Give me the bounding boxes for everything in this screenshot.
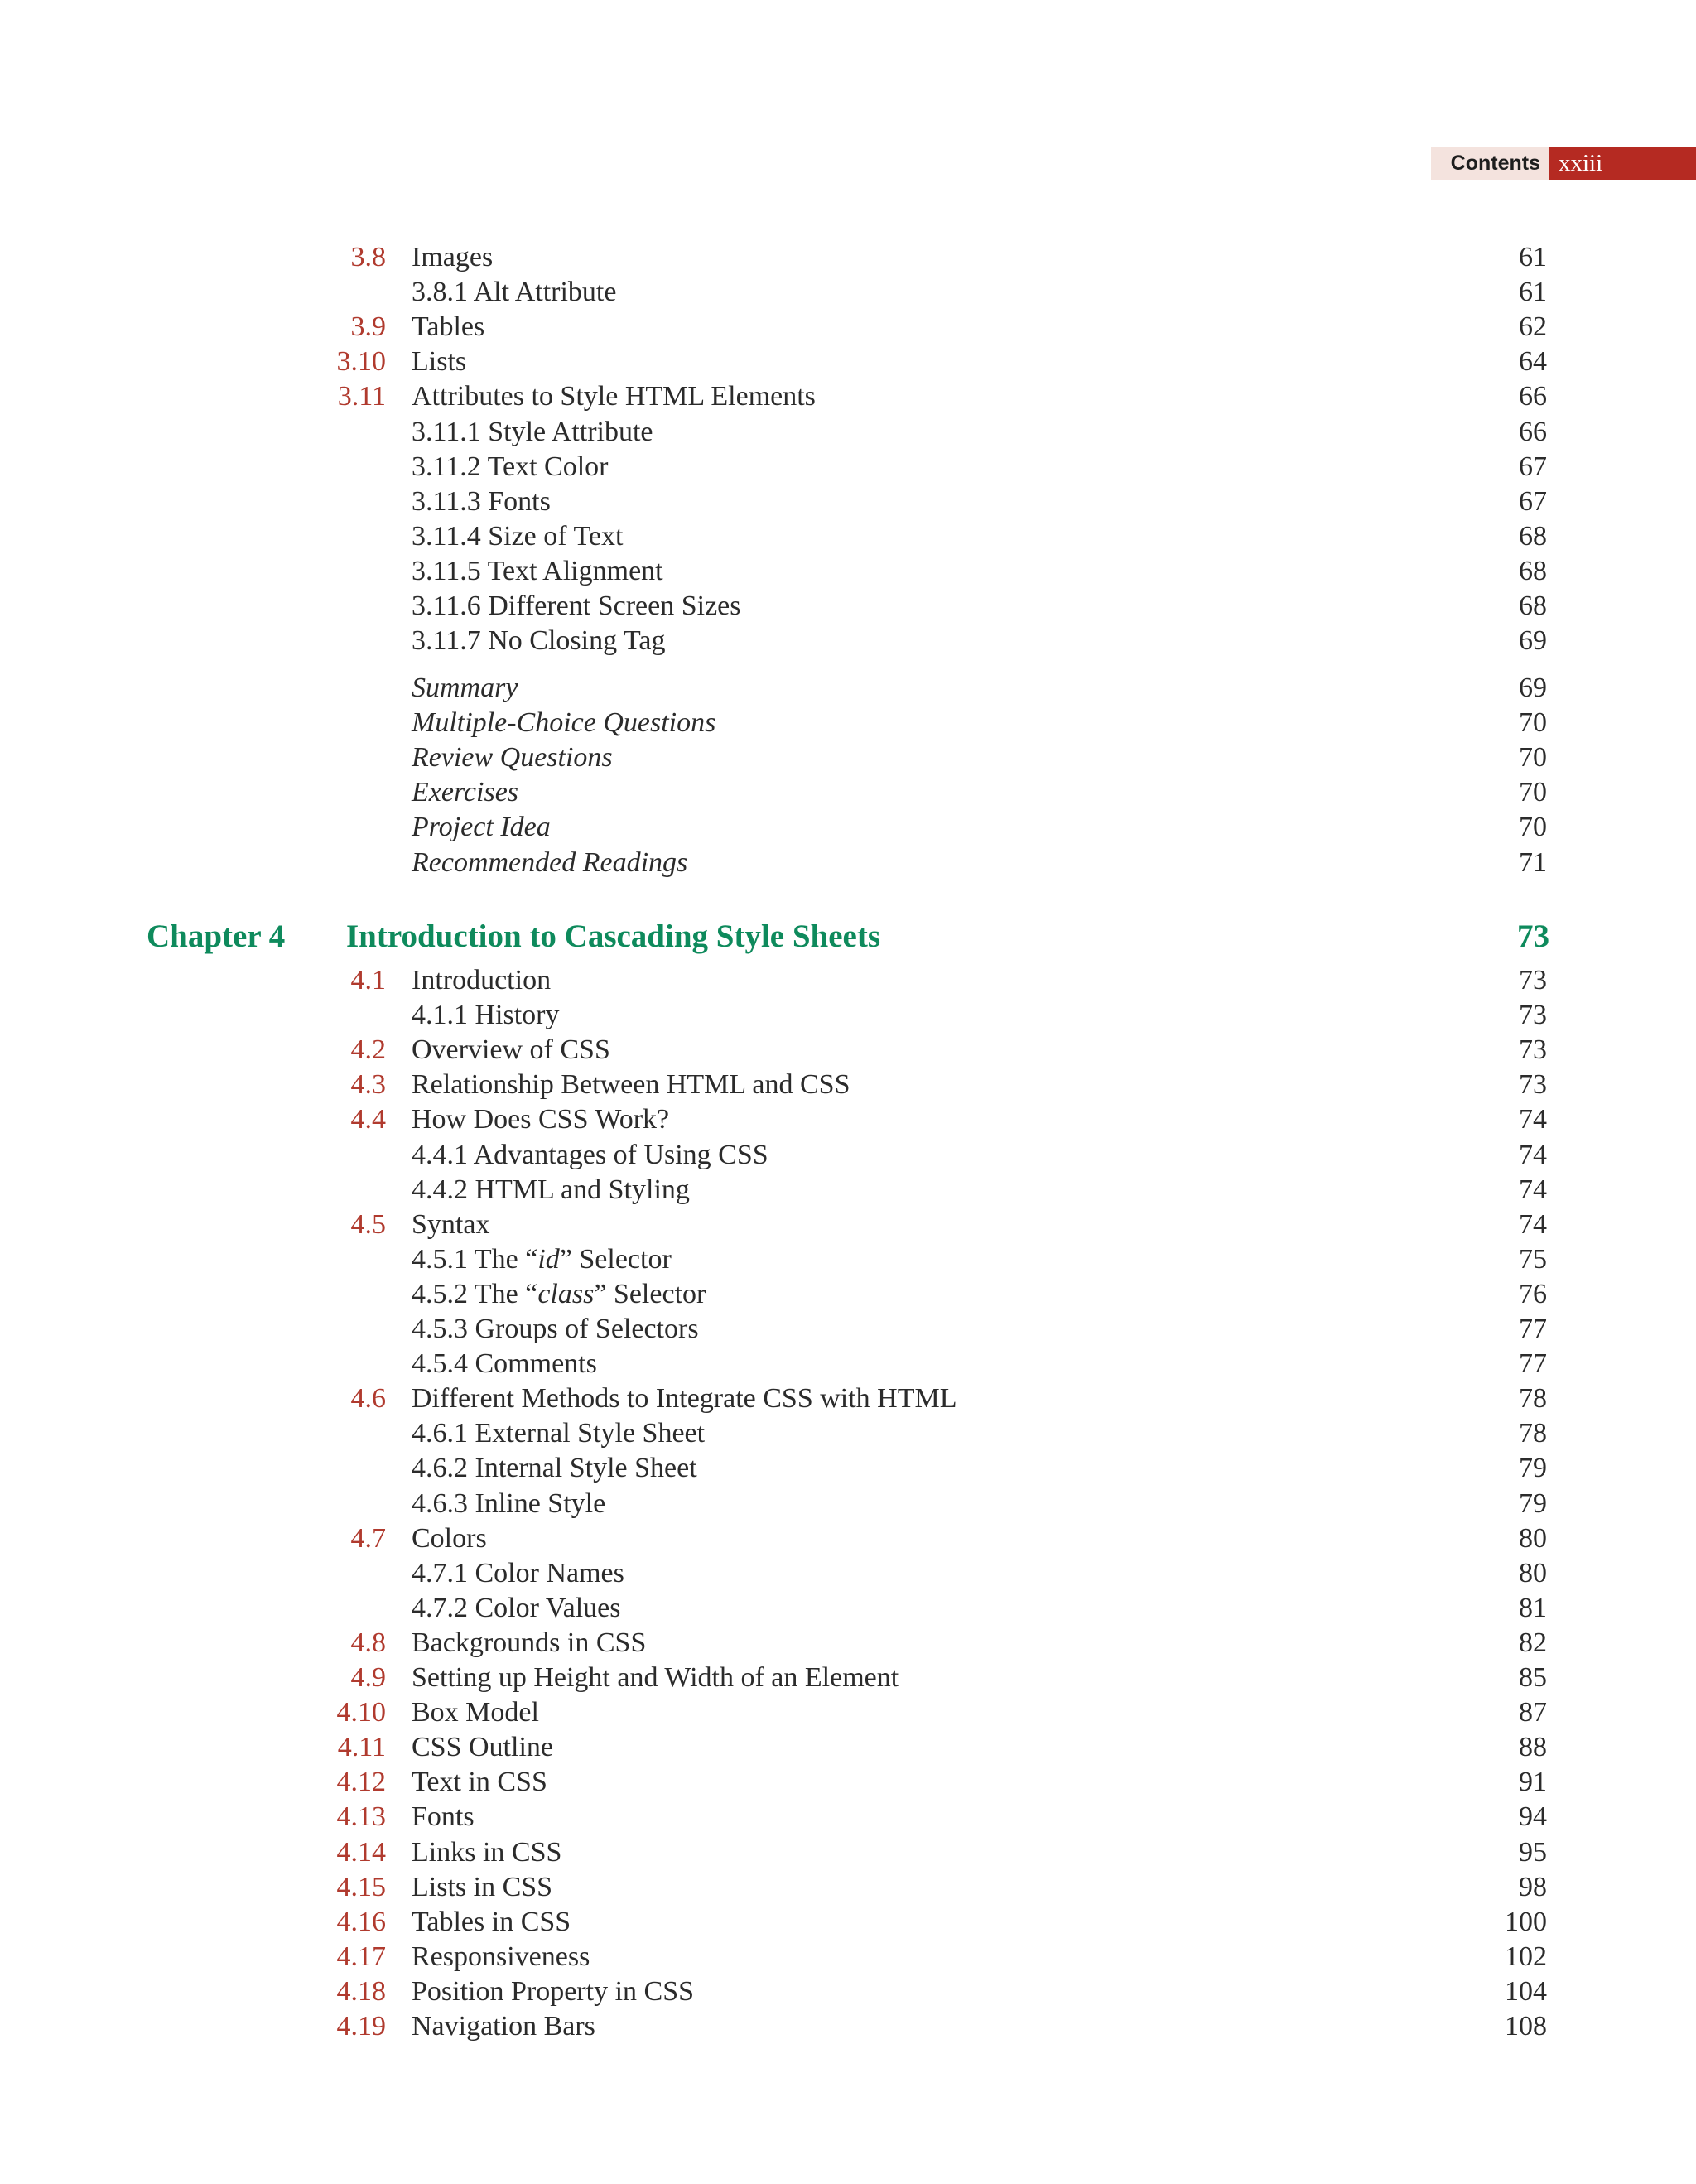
- toc-entry-number: 4.11: [337, 1732, 386, 1763]
- toc-entry-page: 82: [1519, 1627, 1547, 1658]
- toc-entry-page: 74: [1519, 1208, 1547, 1240]
- toc-entry-page: 104: [1505, 1975, 1547, 2007]
- toc-entry-title: How Does CSS Work?: [412, 1104, 670, 1135]
- toc-entry-title: 4.6.3 Inline Style: [412, 1487, 606, 1519]
- toc-entry-title: Images: [412, 242, 494, 272]
- toc-entry-page: 73: [1519, 1000, 1547, 1031]
- toc-entry[interactable]: [0, 740, 1696, 775]
- toc-entry-page: 68: [1519, 591, 1547, 621]
- toc-entry-title: 3.11.4 Size of Text: [412, 520, 624, 552]
- toc-entry-number: 4.1: [350, 965, 386, 996]
- toc-entry-title: 4.6.2 Internal Style Sheet: [412, 1453, 697, 1484]
- toc-entry-number: 4.15: [336, 1871, 386, 1902]
- toc-entry[interactable]: [0, 963, 1696, 998]
- toc-entry-number: 4.9: [350, 1662, 386, 1693]
- toc-entry-page: 61: [1519, 277, 1547, 308]
- toc-entry[interactable]: [0, 275, 1696, 310]
- toc-entry-page: 73: [1519, 1034, 1547, 1066]
- toc-entry[interactable]: [0, 1102, 1696, 1137]
- toc-entry[interactable]: [0, 1033, 1696, 1068]
- toc-entry-number: 3.10: [336, 346, 386, 378]
- toc-entry[interactable]: [0, 589, 1696, 624]
- toc-entry[interactable]: [0, 450, 1696, 485]
- toc-entry[interactable]: [0, 1765, 1696, 1800]
- toc-entry-title: [412, 1277, 706, 1312]
- toc-entry-title: Summary: [412, 673, 518, 703]
- toc-entry[interactable]: [0, 1800, 1696, 1834]
- toc-entry-title: 3.11.3 Fonts: [412, 485, 551, 517]
- toc-entry-title: 4.1.1 History: [412, 1000, 560, 1031]
- toc-entry-title: Colors: [412, 1522, 487, 1554]
- toc-entry-page: 95: [1519, 1836, 1547, 1868]
- toc-entry-title: 3.11.5 Text Alignment: [412, 555, 663, 586]
- toc-entry[interactable]: [0, 519, 1696, 554]
- toc-entry[interactable]: [0, 554, 1696, 589]
- toc-entry[interactable]: [0, 2009, 1696, 2044]
- toc-entry-title: Lists in CSS: [412, 1871, 553, 1902]
- toc-entry-title: Recommended Readings: [412, 846, 688, 878]
- toc-entry-number: 4.3: [350, 1069, 386, 1101]
- toc-entry[interactable]: [0, 706, 1696, 740]
- toc-entry-page: 68: [1519, 555, 1547, 586]
- toc-entry[interactable]: [0, 1556, 1696, 1591]
- toc-entry-page: 78: [1519, 1418, 1547, 1449]
- toc-entry-page: 79: [1519, 1487, 1547, 1519]
- toc-entry-page: 74: [1519, 1139, 1547, 1170]
- toc-entry-title: Introduction: [412, 965, 552, 996]
- toc-entry[interactable]: [0, 1277, 1696, 1312]
- toc-entry-page: 77: [1519, 1314, 1547, 1344]
- toc-entry-page: 69: [1519, 625, 1547, 657]
- toc-entry-title: Relationship Between HTML and CSS: [412, 1069, 850, 1101]
- toc-entry-number: 4.7: [350, 1522, 386, 1554]
- toc-entry-number: 4.6: [350, 1383, 386, 1415]
- toc-entry-title: Navigation Bars: [412, 2011, 595, 2042]
- toc-entry-page: 73: [1519, 1069, 1547, 1101]
- toc-entry-number: 4.10: [336, 1697, 386, 1728]
- toc-entry-title: [412, 1242, 672, 1277]
- chapter-heading[interactable]: [0, 917, 1696, 957]
- toc-entry-number: 4.14: [336, 1836, 386, 1868]
- toc-entry-number: 4.19: [336, 2011, 386, 2042]
- chapter-label: Chapter 4: [147, 918, 286, 954]
- toc-entry[interactable]: [0, 1451, 1696, 1486]
- toc-entry-page: 102: [1505, 1941, 1547, 1972]
- toc-entry-page: 70: [1519, 707, 1547, 739]
- toc-entry[interactable]: [0, 1835, 1696, 1870]
- toc-entry-title: Project Idea: [412, 812, 551, 843]
- toc-entry-title: Links in CSS: [412, 1836, 562, 1868]
- toc-entry-page: 79: [1519, 1453, 1547, 1484]
- toc-entry-number: 4.17: [336, 1941, 386, 1972]
- toc-entry[interactable]: [0, 1940, 1696, 1974]
- toc-entry-title: Position Property in CSS: [412, 1975, 695, 2007]
- toc-entry-title: Responsiveness: [412, 1941, 590, 1972]
- toc-entry[interactable]: [0, 1347, 1696, 1381]
- toc-entry-number: 4.13: [336, 1801, 386, 1833]
- toc-entry[interactable]: [0, 1974, 1696, 2009]
- toc-entry-number: 4.4: [350, 1104, 386, 1135]
- toc-entry-title-emphasis: id: [537, 1243, 560, 1275]
- toc-entry[interactable]: [0, 1312, 1696, 1347]
- toc-entry-page: 69: [1519, 673, 1547, 703]
- toc-entry[interactable]: [0, 671, 1696, 706]
- toc-entry[interactable]: [0, 240, 1696, 275]
- toc-entry[interactable]: [0, 1661, 1696, 1695]
- toc-entry-title: 4.7.2 Color Values: [412, 1592, 621, 1623]
- toc-entry-title: Lists: [412, 346, 467, 378]
- toc-entry[interactable]: [0, 846, 1696, 880]
- running-header-page-number: xxiii: [1549, 147, 1696, 180]
- toc-entry-number: 3.8: [350, 242, 386, 272]
- toc-entry-page: 87: [1519, 1697, 1547, 1728]
- running-header: [1431, 147, 1696, 180]
- toc-entry-title: Tables: [412, 311, 485, 343]
- toc-entry-page: 94: [1519, 1801, 1547, 1833]
- toc-entry-title: 4.5.4 Comments: [412, 1348, 597, 1380]
- toc-entry-title: Different Methods to Integrate CSS with HTML: [412, 1383, 957, 1415]
- toc-entry[interactable]: [0, 1381, 1696, 1416]
- toc-entry-title: CSS Outline: [412, 1732, 553, 1763]
- toc-entry-title: Setting up Height and Width of an Element: [412, 1662, 899, 1693]
- toc-entry-title-tail: ” Selector: [594, 1278, 706, 1309]
- toc-entry[interactable]: [0, 1521, 1696, 1556]
- toc-entry-title: 3.11.6 Different Screen Sizes: [412, 591, 741, 621]
- toc-entry-page: 98: [1519, 1871, 1547, 1902]
- toc-entry[interactable]: [0, 345, 1696, 379]
- toc-entry-title: 4.4.2 HTML and Styling: [412, 1174, 690, 1205]
- toc-entry-title: 3.11.7 No Closing Tag: [412, 625, 666, 657]
- toc-entry-page: 77: [1519, 1348, 1547, 1380]
- toc-entry[interactable]: [0, 1068, 1696, 1102]
- toc-entry[interactable]: [0, 1870, 1696, 1905]
- toc-entry-page: 80: [1519, 1522, 1547, 1554]
- toc-entry-page: 73: [1519, 965, 1547, 996]
- toc-entry-page: 62: [1519, 311, 1547, 343]
- toc-entry-page: 66: [1519, 416, 1547, 447]
- toc-entry[interactable]: [0, 775, 1696, 810]
- toc-entry-page: 74: [1519, 1174, 1547, 1205]
- toc-entry-page: 108: [1505, 2011, 1547, 2042]
- toc-entry[interactable]: [0, 1487, 1696, 1521]
- toc-entry-page: 70: [1519, 777, 1547, 808]
- toc-entry[interactable]: [0, 624, 1696, 658]
- toc-entry-page: 88: [1519, 1732, 1547, 1763]
- running-header-label: Contents: [1431, 147, 1549, 180]
- toc-entry-number: 4.18: [336, 1975, 386, 2007]
- toc-entry-title-tail: ” Selector: [559, 1243, 672, 1275]
- toc-entry-number: 4.8: [350, 1627, 386, 1658]
- toc-entry-title: 4.5.3 Groups of Selectors: [412, 1314, 699, 1344]
- toc-entry-title: Backgrounds in CSS: [412, 1627, 647, 1658]
- toc-entry[interactable]: [0, 310, 1696, 345]
- toc-entry-page: 81: [1519, 1592, 1547, 1623]
- toc-entry-title: 3.11.1 Style Attribute: [412, 416, 653, 447]
- toc-entry-title: Syntax: [412, 1208, 490, 1240]
- toc-entry-title: Tables in CSS: [412, 1906, 571, 1937]
- toc-entry-title: Box Model: [412, 1697, 539, 1728]
- toc-entry-page: 76: [1519, 1278, 1547, 1309]
- toc-entry-title-text: 4.5.1 The “: [412, 1243, 538, 1275]
- toc-entry-number: 4.16: [336, 1906, 386, 1937]
- toc-entry-page: 66: [1519, 381, 1547, 412]
- toc-entry[interactable]: [0, 379, 1696, 414]
- toc-entry-page: 67: [1519, 485, 1547, 517]
- toc-entry-number: 4.12: [336, 1767, 386, 1798]
- toc-entry[interactable]: [0, 1416, 1696, 1451]
- toc-entry-page: 78: [1519, 1383, 1547, 1415]
- toc-entry-page: 80: [1519, 1557, 1547, 1589]
- toc-entry[interactable]: [0, 998, 1696, 1033]
- toc-entry-title: 4.7.1 Color Names: [412, 1557, 624, 1589]
- toc-entry-page: 64: [1519, 346, 1547, 378]
- toc-entry[interactable]: [0, 1730, 1696, 1765]
- toc-entry-title: Text in CSS: [412, 1767, 547, 1798]
- toc-entry[interactable]: [0, 1905, 1696, 1940]
- toc-entry[interactable]: [0, 1591, 1696, 1626]
- toc-entry-title: Fonts: [412, 1801, 475, 1833]
- toc-entry[interactable]: [0, 1173, 1696, 1208]
- toc-entry-page: 68: [1519, 520, 1547, 552]
- toc-entry[interactable]: [0, 1138, 1696, 1173]
- toc-entry-title: Overview of CSS: [412, 1034, 610, 1066]
- toc-entry-title: Review Questions: [412, 742, 613, 774]
- toc-entry-page: 74: [1519, 1104, 1547, 1135]
- toc-entry[interactable]: [0, 1242, 1696, 1277]
- toc-entry[interactable]: [0, 1626, 1696, 1661]
- toc-entry[interactable]: [0, 485, 1696, 519]
- toc-entry-number: 4.5: [350, 1208, 386, 1240]
- toc-entry-title: 3.8.1 Alt Attribute: [412, 277, 617, 308]
- toc-entry-number: 3.11: [337, 381, 386, 412]
- toc-entry-page: 85: [1519, 1662, 1547, 1693]
- toc-entry-title-emphasis: class: [537, 1278, 595, 1309]
- toc-entry-number: 4.2: [350, 1034, 386, 1066]
- toc-entry[interactable]: [0, 415, 1696, 450]
- toc-entry-title: 4.6.1 External Style Sheet: [412, 1418, 706, 1449]
- toc-entry[interactable]: [0, 810, 1696, 845]
- toc-entry-title: Exercises: [412, 777, 519, 808]
- toc-entry-page: 71: [1519, 846, 1547, 878]
- toc-entry-page: 70: [1519, 742, 1547, 774]
- toc-entry-number: 3.9: [350, 311, 386, 343]
- toc-entry-title: 4.4.1 Advantages of Using CSS: [412, 1139, 768, 1170]
- toc-entry-page: 100: [1505, 1906, 1547, 1937]
- toc-entry-title-text: 4.5.2 The “: [412, 1278, 538, 1309]
- toc-entry[interactable]: [0, 1695, 1696, 1730]
- toc-entry-page: 75: [1519, 1243, 1547, 1275]
- toc-entry-page: 70: [1519, 812, 1547, 843]
- toc-entry-page: 61: [1519, 242, 1547, 272]
- chapter-title: Introduction to Cascading Style Sheets: [346, 918, 881, 954]
- toc-entry-title: Attributes to Style HTML Elements: [412, 381, 816, 412]
- toc-entry-page: 67: [1519, 451, 1547, 482]
- toc-entry-page: 91: [1519, 1767, 1547, 1798]
- toc-entry-title: Multiple-Choice Questions: [412, 707, 716, 739]
- toc-entry[interactable]: [0, 1208, 1696, 1242]
- toc-entry-title: 3.11.2 Text Color: [412, 451, 609, 482]
- chapter-page: 73: [1517, 918, 1549, 954]
